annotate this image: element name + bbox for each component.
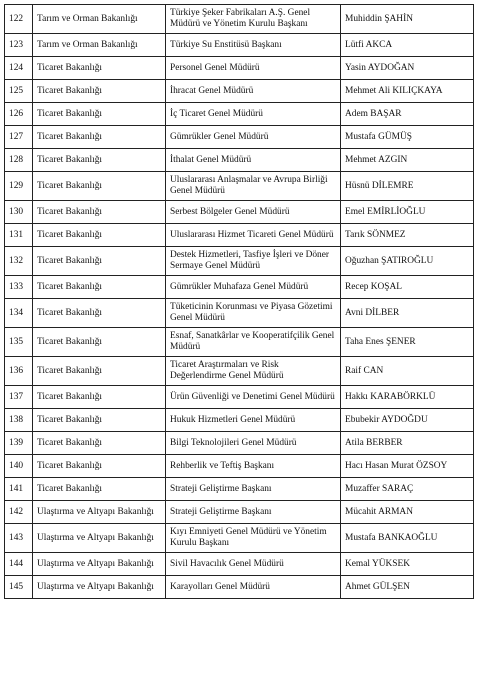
ministry-cell: Tarım ve Orman Bakanlığı bbox=[33, 5, 166, 34]
person-name-cell: Ahmet GÜLŞEN bbox=[341, 576, 474, 599]
position-cell: Strateji Geliştirme Başkanı bbox=[166, 478, 341, 501]
table-row bbox=[5, 57, 474, 80]
person-name-cell: Recep KOŞAL bbox=[341, 276, 474, 299]
ministry-cell: Ulaştırma ve Altyapı Bakanlığı bbox=[33, 576, 166, 599]
position-cell: Ticaret Araştırmaları ve Risk Değerlendirme Genel Müdürü bbox=[166, 357, 341, 386]
row-number: 123 bbox=[5, 34, 33, 57]
ministry-cell: Ticaret Bakanlığı bbox=[33, 276, 166, 299]
person-name-cell: Oğuzhan ŞATIROĞLU bbox=[341, 247, 474, 276]
row-number: 135 bbox=[5, 328, 33, 357]
ministry-cell: Ulaştırma ve Altyapı Bakanlığı bbox=[33, 501, 166, 524]
position-cell: Türkiye Su Enstitüsü Başkanı bbox=[166, 34, 341, 57]
ministry-cell: Ulaştırma ve Altyapı Bakanlığı bbox=[33, 524, 166, 553]
appointments-table bbox=[4, 4, 474, 599]
row-number: 124 bbox=[5, 57, 33, 80]
table-row bbox=[5, 5, 474, 34]
ministry-cell: Ticaret Bakanlığı bbox=[33, 149, 166, 172]
person-name-cell: Mehmet Ali KILIÇKAYA bbox=[341, 80, 474, 103]
person-name-cell: Hakkı KARABÖRKLÜ bbox=[341, 386, 474, 409]
ministry-cell: Ticaret Bakanlığı bbox=[33, 201, 166, 224]
row-number: 142 bbox=[5, 501, 33, 524]
person-name-cell: Hüsnü DİLEMRE bbox=[341, 172, 474, 201]
ministry-cell: Ticaret Bakanlığı bbox=[33, 386, 166, 409]
ministry-cell: Ticaret Bakanlığı bbox=[33, 478, 166, 501]
person-name-cell: Emel EMİRLİOĞLU bbox=[341, 201, 474, 224]
row-number: 131 bbox=[5, 224, 33, 247]
position-cell: Bilgi Teknolojileri Genel Müdürü bbox=[166, 432, 341, 455]
person-name-cell: Atila BERBER bbox=[341, 432, 474, 455]
table-row bbox=[5, 386, 474, 409]
position-cell: Kıyı Emniyeti Genel Müdürü ve Yönetim Kurulu Başkanı bbox=[166, 524, 341, 553]
position-cell: İhracat Genel Müdürü bbox=[166, 80, 341, 103]
person-name-cell: Tarık SÖNMEZ bbox=[341, 224, 474, 247]
position-cell: Hukuk Hizmetleri Genel Müdürü bbox=[166, 409, 341, 432]
row-number: 122 bbox=[5, 5, 33, 34]
position-cell: Esnaf, Sanatkârlar ve Kooperatifçilik Genel Müdürü bbox=[166, 328, 341, 357]
ministry-cell: Ticaret Bakanlığı bbox=[33, 103, 166, 126]
table-row bbox=[5, 299, 474, 328]
table-row bbox=[5, 576, 474, 599]
person-name-cell: Muhiddin ŞAHİN bbox=[341, 5, 474, 34]
position-cell: Türkiye Şeker Fabrikaları A.Ş. Genel Müdürü ve Yönetim Kurulu Başkanı bbox=[166, 5, 341, 34]
person-name-cell: Ebubekir AYDOĞDU bbox=[341, 409, 474, 432]
ministry-cell: Ticaret Bakanlığı bbox=[33, 299, 166, 328]
ministry-cell: Tarım ve Orman Bakanlığı bbox=[33, 34, 166, 57]
person-name-cell: Mustafa GÜMÜŞ bbox=[341, 126, 474, 149]
row-number: 126 bbox=[5, 103, 33, 126]
ministry-cell: Ulaştırma ve Altyapı Bakanlığı bbox=[33, 553, 166, 576]
position-cell: İç Ticaret Genel Müdürü bbox=[166, 103, 341, 126]
ministry-cell: Ticaret Bakanlığı bbox=[33, 57, 166, 80]
position-cell: Strateji Geliştirme Başkanı bbox=[166, 501, 341, 524]
row-number: 128 bbox=[5, 149, 33, 172]
person-name-cell: Yasin AYDOĞAN bbox=[341, 57, 474, 80]
person-name-cell: Hacı Hasan Murat ÖZSOY bbox=[341, 455, 474, 478]
ministry-cell: Ticaret Bakanlığı bbox=[33, 224, 166, 247]
position-cell: Gümrükler Muhafaza Genel Müdürü bbox=[166, 276, 341, 299]
row-number: 134 bbox=[5, 299, 33, 328]
row-number: 141 bbox=[5, 478, 33, 501]
ministry-cell: Ticaret Bakanlığı bbox=[33, 455, 166, 478]
position-cell: Karayolları Genel Müdürü bbox=[166, 576, 341, 599]
position-cell: Serbest Bölgeler Genel Müdürü bbox=[166, 201, 341, 224]
table-row bbox=[5, 149, 474, 172]
person-name-cell: Raif CAN bbox=[341, 357, 474, 386]
table-row bbox=[5, 501, 474, 524]
table-row bbox=[5, 553, 474, 576]
position-cell: Rehberlik ve Teftiş Başkanı bbox=[166, 455, 341, 478]
person-name-cell: Lütfi AKCA bbox=[341, 34, 474, 57]
row-number: 145 bbox=[5, 576, 33, 599]
ministry-cell: Ticaret Bakanlığı bbox=[33, 247, 166, 276]
person-name-cell: Taha Enes ŞENER bbox=[341, 328, 474, 357]
row-number: 140 bbox=[5, 455, 33, 478]
person-name-cell: Adem BAŞAR bbox=[341, 103, 474, 126]
position-cell: Uluslararası Anlaşmalar ve Avrupa Birliği Genel Müdürü bbox=[166, 172, 341, 201]
row-number: 129 bbox=[5, 172, 33, 201]
row-number: 144 bbox=[5, 553, 33, 576]
row-number: 125 bbox=[5, 80, 33, 103]
row-number: 127 bbox=[5, 126, 33, 149]
table-row bbox=[5, 126, 474, 149]
table-row bbox=[5, 224, 474, 247]
document-page bbox=[4, 4, 473, 599]
ministry-cell: Ticaret Bakanlığı bbox=[33, 172, 166, 201]
row-number: 132 bbox=[5, 247, 33, 276]
ministry-cell: Ticaret Bakanlığı bbox=[33, 409, 166, 432]
position-cell: Tüketicinin Korunması ve Piyasa Gözetimi Genel Müdürü bbox=[166, 299, 341, 328]
table-row bbox=[5, 409, 474, 432]
row-number: 139 bbox=[5, 432, 33, 455]
ministry-cell: Ticaret Bakanlığı bbox=[33, 432, 166, 455]
table-row bbox=[5, 432, 474, 455]
person-name-cell: Kemal YÜKSEK bbox=[341, 553, 474, 576]
table-row bbox=[5, 247, 474, 276]
person-name-cell: Avni DİLBER bbox=[341, 299, 474, 328]
row-number: 133 bbox=[5, 276, 33, 299]
person-name-cell: Muzaffer SARAÇ bbox=[341, 478, 474, 501]
row-number: 143 bbox=[5, 524, 33, 553]
person-name-cell: Mustafa BANKAOĞLU bbox=[341, 524, 474, 553]
position-cell: Destek Hizmetleri, Tasfiye İşleri ve Döner Sermaye Genel Müdürü bbox=[166, 247, 341, 276]
person-name-cell: Mehmet AZGIN bbox=[341, 149, 474, 172]
position-cell: Ürün Güvenliği ve Denetimi Genel Müdürü bbox=[166, 386, 341, 409]
position-cell: Gümrükler Genel Müdürü bbox=[166, 126, 341, 149]
position-cell: Sivil Havacılık Genel Müdürü bbox=[166, 553, 341, 576]
position-cell: Uluslararası Hizmet Ticareti Genel Müdürü bbox=[166, 224, 341, 247]
table-row bbox=[5, 103, 474, 126]
table-row bbox=[5, 172, 474, 201]
table-row bbox=[5, 34, 474, 57]
position-cell: İthalat Genel Müdürü bbox=[166, 149, 341, 172]
table-row bbox=[5, 328, 474, 357]
table-row bbox=[5, 478, 474, 501]
table-row bbox=[5, 455, 474, 478]
row-number: 137 bbox=[5, 386, 33, 409]
person-name-cell: Mücahit ARMAN bbox=[341, 501, 474, 524]
table-row bbox=[5, 357, 474, 386]
table-row bbox=[5, 276, 474, 299]
ministry-cell: Ticaret Bakanlığı bbox=[33, 80, 166, 103]
table-row bbox=[5, 80, 474, 103]
table-row bbox=[5, 524, 474, 553]
ministry-cell: Ticaret Bakanlığı bbox=[33, 126, 166, 149]
table-row bbox=[5, 201, 474, 224]
ministry-cell: Ticaret Bakanlığı bbox=[33, 357, 166, 386]
row-number: 130 bbox=[5, 201, 33, 224]
ministry-cell: Ticaret Bakanlığı bbox=[33, 328, 166, 357]
position-cell: Personel Genel Müdürü bbox=[166, 57, 341, 80]
row-number: 136 bbox=[5, 357, 33, 386]
row-number: 138 bbox=[5, 409, 33, 432]
